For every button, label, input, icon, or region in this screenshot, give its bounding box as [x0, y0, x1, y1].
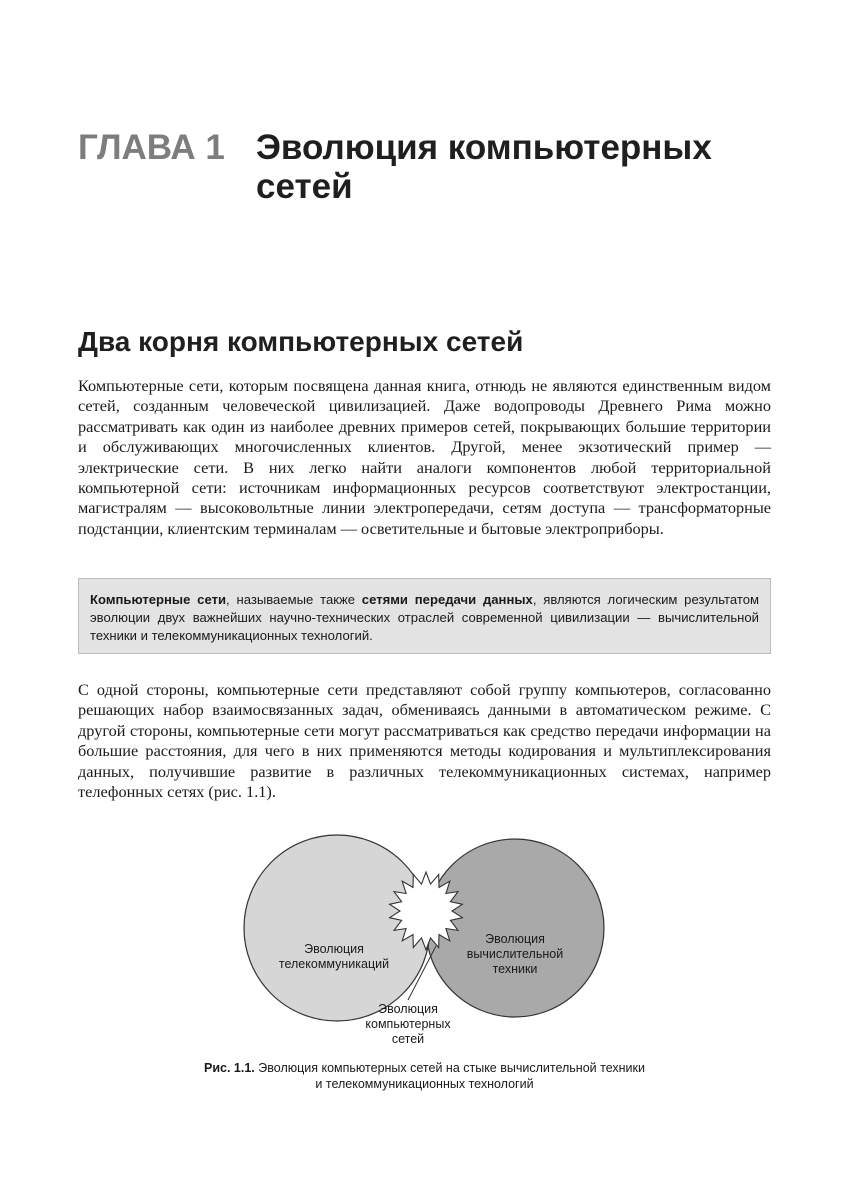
label-computing: Эволюция вычислительной техники — [466, 932, 564, 976]
note-term: Компьютерные сети — [90, 592, 227, 607]
caption-text: Эволюция компьютерных сетей на стыке вычислительной техники и телекоммуникационных технологий — [258, 1061, 645, 1091]
chapter-title: Эволюция компьютерных сетей — [256, 128, 712, 206]
note-term-2: сетями передачи данных — [361, 592, 533, 607]
note-text-2: , являются логическим результатом эволюции двух важнейших научно-технических отраслей современной цивилизации — вычислительной техники и телекоммуникационных технологий. — [90, 592, 759, 643]
label-telecom: Эволюция телекоммуникаций — [278, 942, 390, 971]
chapter-label: ГЛАВА 1 — [78, 128, 225, 167]
figure-venn — [236, 828, 616, 1053]
section-title: Два корня компьютерных сетей — [78, 326, 524, 357]
paragraph-second: С одной стороны, компьютерные сети представляют собой группу компьютеров, согласованно решающих набор взаимосвязанных задач, обмениваясь данными в автоматическом режиме. С другой стороны, компьютерные сети могут рассматриваться как средство передачи информации на большие расстояния, для чего в них применяются методы кодирования и мультиплексирования данных, получившие развитие в различных телекоммуникационных системах, например телефонных сетях (рис. 1.1). — [78, 680, 771, 802]
figure-caption — [78, 1060, 771, 1092]
paragraph-intro: Компьютерные сети, которым посвящена данная книга, отнюдь не являются единственным видом сетей, созданным человеческой цивилизацией. Даже водопроводы Древнего Рима можно рассматривать как один из наиболее древних примеров сетей, покрывающих большие территории и обслуживающих многочисленных клиентов. Другой, менее экзотический пример — электрические сети. В них легко найти аналоги компонентов любой территориальной компьютерной сети: источникам информационных ресурсов соответствуют электростанции, магистралям — высоковольтные линии электропередачи, сетям доступа — трансформаторные подстанции, клиентским терминалам — осветительные и бытовые электроприборы. — [78, 376, 771, 538]
definition-note — [78, 578, 771, 654]
note-text-1: , называемые также — [226, 592, 362, 607]
caption-number: Рис. 1.1. — [204, 1061, 255, 1075]
label-networks: Эволюция компьютерных сетей — [365, 1002, 451, 1046]
